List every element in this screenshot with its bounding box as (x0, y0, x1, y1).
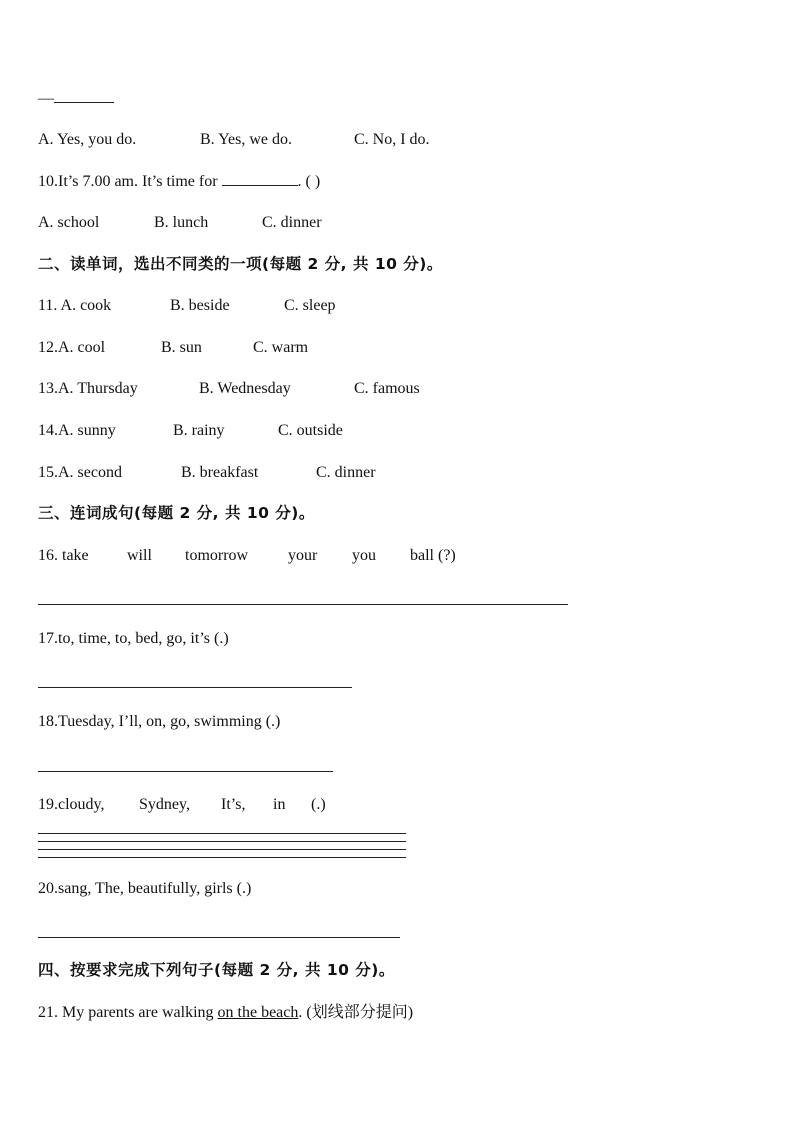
q13-option-b: B. Wednesday (199, 380, 291, 397)
q10-question (38, 171, 320, 192)
q18-text: 18.Tuesday, I’ll, on, go, swimming (.) (38, 713, 281, 730)
q18-answer-line[interactable] (38, 771, 333, 772)
q9-answer-line (38, 88, 114, 109)
q19-answer-line[interactable] (38, 841, 406, 842)
q16-word: you (352, 547, 376, 564)
q10-option-b: B. lunch (154, 214, 209, 231)
q9-option-b: B. Yes, we do. (200, 131, 293, 148)
q16-answer-line[interactable] (38, 604, 568, 605)
q10-option-a: A. school (38, 214, 100, 231)
q19-word: It’s, (221, 796, 246, 813)
section-3-title: 三、连词成句(每题 2 分, 共 10 分)。 (38, 504, 315, 522)
q14-option-b: B. rainy (173, 422, 225, 439)
section-2-title: 二、读单词，选出不同类的一项(每题 2 分, 共 10 分)。 (38, 255, 443, 273)
q15-option-a: 15.A. second (38, 464, 122, 481)
q12-option-c: C. warm (253, 339, 309, 356)
q19-word: in (273, 796, 286, 813)
q9-option-a: A. Yes, you do. (38, 131, 137, 148)
q9-dash: — (38, 90, 54, 107)
q15-option-b: B. breakfast (181, 464, 259, 481)
q19-word: 19.cloudy, (38, 796, 105, 813)
q11-option-a: 11. A. cook (38, 297, 112, 314)
q10-blank[interactable] (222, 171, 298, 186)
q21-underlined: on the beach (217, 1004, 299, 1021)
q19-word: Sydney, (139, 796, 190, 813)
q16-word: 16. take (38, 547, 89, 564)
q10-option-c: C. dinner (262, 214, 322, 231)
q15-option-c: C. dinner (316, 464, 376, 481)
q10-text: 10.It’s 7.00 am. It’s time for (38, 173, 218, 190)
q20-text: 20.sang, The, beautifully, girls (.) (38, 880, 252, 897)
q20-answer-line[interactable] (38, 937, 400, 938)
q19-word: (.) (311, 796, 326, 813)
q21-post: . (划线部分提问) (298, 1004, 414, 1021)
q13-option-c: C. famous (354, 380, 420, 397)
q9-option-c: C. No, I do. (354, 131, 430, 148)
q16-word: will (127, 547, 152, 564)
q12-option-b: B. sun (161, 339, 202, 356)
q16-word: ball (?) (410, 547, 456, 564)
q19-answer-line[interactable] (38, 833, 406, 834)
q10-tail: . ( ) (297, 173, 321, 190)
q11-option-b: B. beside (170, 297, 230, 314)
q12-option-a: 12.A. cool (38, 339, 106, 356)
q14-option-c: C. outside (278, 422, 343, 439)
q19-answer-line[interactable] (38, 849, 406, 850)
q17-text: 17.to, time, to, bed, go, it’s (.) (38, 630, 229, 647)
q19-answer-line[interactable] (38, 857, 406, 858)
q11-option-c: C. sleep (284, 297, 336, 314)
q21-question (38, 1003, 413, 1023)
q21-pre: 21. My parents are walking (38, 1004, 218, 1021)
q17-answer-line[interactable] (38, 687, 352, 688)
q9-blank[interactable] (54, 88, 114, 103)
section-4-title: 四、按要求完成下列句子(每题 2 分, 共 10 分)。 (38, 961, 395, 979)
q16-word: tomorrow (185, 547, 249, 564)
q16-word: your (288, 547, 318, 564)
q14-option-a: 14.A. sunny (38, 422, 116, 439)
q13-option-a: 13.A. Thursday (38, 380, 138, 397)
